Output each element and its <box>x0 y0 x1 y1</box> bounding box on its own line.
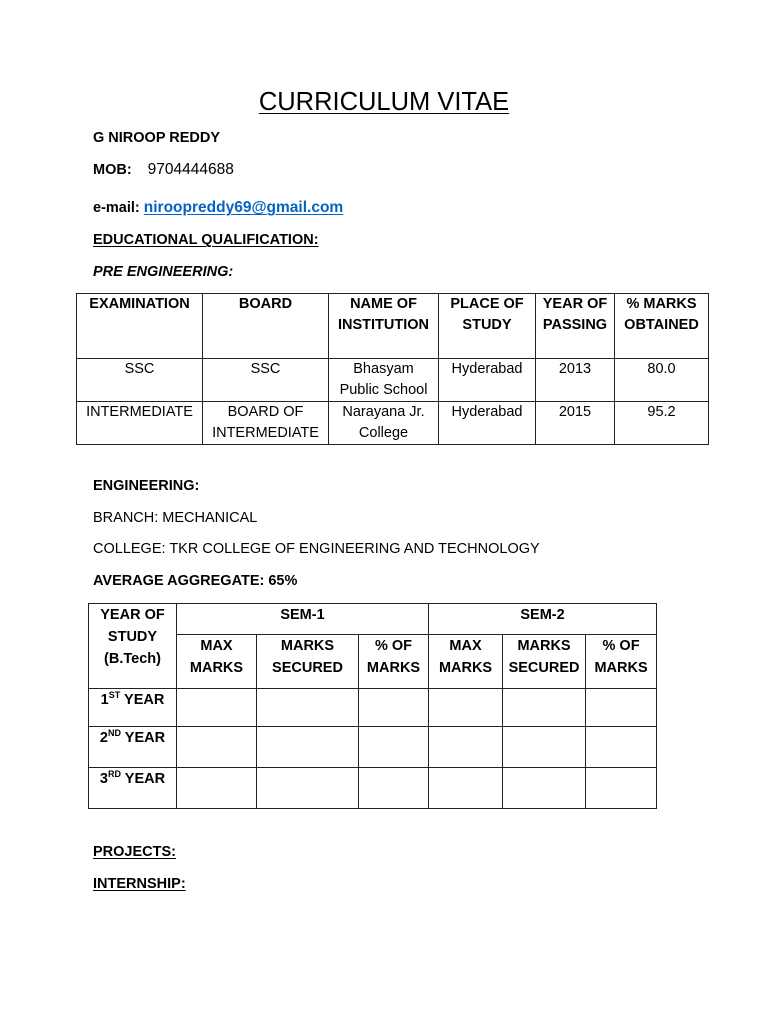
projects-heading: PROJECTS: <box>93 844 176 860</box>
mobile-line <box>93 160 234 180</box>
branch-value: MECHANICAL <box>162 510 258 526</box>
col-header-year: YEAR OF PASSING <box>536 294 615 359</box>
college-label: COLLEGE: <box>93 541 166 557</box>
table-header-row <box>77 294 709 359</box>
col-header-board: BOARD <box>203 294 329 359</box>
year-label: YEAR <box>124 730 166 746</box>
sem-1-marks-secured-cell <box>257 768 359 809</box>
sem-1-header: SEM-1 <box>177 604 429 635</box>
cell-institution: Bhasyam Public School <box>329 359 439 402</box>
year-cell <box>89 768 177 809</box>
year-number: 1 <box>100 692 109 708</box>
cell-year: 2015 <box>536 402 615 445</box>
cell-place: Hyderabad <box>439 359 536 402</box>
email-link[interactable]: niroopreddy69@gmail.com <box>143 199 344 216</box>
sem-2-header: SEM-2 <box>429 604 657 635</box>
educational-qualification-heading: EDUCATIONAL QUALIFICATION: <box>93 232 319 248</box>
year-label: YEAR <box>124 692 165 708</box>
sem-2-marks-secured-cell <box>503 768 586 809</box>
year-label: YEAR <box>124 771 166 787</box>
internship-heading: INTERNSHIP: <box>93 876 186 892</box>
sem-1-percent-cell <box>359 768 429 809</box>
engineering-heading: ENGINEERING: <box>93 478 200 494</box>
aggregate-value: 65% <box>268 573 298 589</box>
branch-label: BRANCH: <box>93 510 159 526</box>
cell-marks: 95.2 <box>615 402 709 445</box>
cell-board: BOARD OF INTERMEDIATE <box>203 402 329 445</box>
year-cell <box>89 727 177 768</box>
sem-1-percent-cell <box>359 727 429 768</box>
sem-1-marks-secured-cell <box>257 689 359 727</box>
college-line <box>93 539 540 559</box>
col-header-examination: EXAMINATION <box>77 294 203 359</box>
college-value: TKR COLLEGE OF ENGINEERING AND TECHNOLOGY <box>169 541 540 557</box>
cell-year: 2013 <box>536 359 615 402</box>
sem-2-max-marks-cell <box>429 727 503 768</box>
cell-institution: Narayana Jr. College <box>329 402 439 445</box>
year-ordinal-suffix: ND <box>108 728 121 738</box>
sem-1-max-marks-cell <box>177 768 257 809</box>
sem-2-marks-secured-cell <box>503 727 586 768</box>
col-header-place: PLACE OF STUDY <box>439 294 536 359</box>
sem-2-max-marks-cell <box>429 689 503 727</box>
col-header-marks: % MARKS OBTAINED <box>615 294 709 359</box>
table-row <box>89 768 657 809</box>
candidate-name: G NIROOP REDDY <box>93 130 221 146</box>
pre-engineering-heading: PRE ENGINEERING: <box>93 264 234 280</box>
sem-1-marks-secured-cell <box>257 727 359 768</box>
sem-2-percent-cell <box>586 768 657 809</box>
year-of-study-header: YEAR OF STUDY (B.Tech) <box>89 604 177 689</box>
branch-line <box>93 508 257 528</box>
sem-1-marks-secured-header: MARKS SECURED <box>257 635 359 689</box>
email-line <box>93 198 343 218</box>
pre-engineering-table <box>76 293 709 445</box>
cell-examination: INTERMEDIATE <box>77 402 203 445</box>
year-number: 3 <box>99 771 108 787</box>
sem-1-percent-cell <box>359 689 429 727</box>
sem-2-percent-cell <box>586 727 657 768</box>
table-row <box>77 359 709 402</box>
email-label: e-mail: <box>93 200 140 216</box>
document-title <box>0 87 768 117</box>
sem-2-percent-header: % OF MARKS <box>586 635 657 689</box>
cell-board: SSC <box>203 359 329 402</box>
semester-header-row <box>89 604 657 635</box>
sem-2-percent-cell <box>586 689 657 727</box>
sem-2-max-marks-header: MAX MARKS <box>429 635 503 689</box>
col-header-institution: NAME OF INSTITUTION <box>329 294 439 359</box>
sem-2-marks-secured-cell <box>503 689 586 727</box>
cell-marks: 80.0 <box>615 359 709 402</box>
mobile-number: 9704444688 <box>147 161 234 178</box>
year-cell <box>89 689 177 727</box>
sem-1-percent-header: % OF MARKS <box>359 635 429 689</box>
year-ordinal-suffix: ST <box>108 690 121 700</box>
aggregate-line <box>93 571 297 591</box>
engineering-marks-table <box>88 603 657 809</box>
sem-2-marks-secured-header: MARKS SECURED <box>503 635 586 689</box>
cell-examination: SSC <box>77 359 203 402</box>
cell-place: Hyderabad <box>439 402 536 445</box>
table-row <box>89 689 657 727</box>
year-ordinal-suffix: RD <box>108 769 121 779</box>
year-number: 2 <box>99 730 108 746</box>
table-row <box>77 402 709 445</box>
sem-1-max-marks-cell <box>177 727 257 768</box>
sem-2-max-marks-cell <box>429 768 503 809</box>
table-row <box>89 727 657 768</box>
sem-1-max-marks-cell <box>177 689 257 727</box>
mobile-label: MOB: <box>93 162 132 178</box>
sem-1-max-marks-header: MAX MARKS <box>177 635 257 689</box>
document-title-text: CURRICULUM VITAE <box>258 88 510 116</box>
aggregate-label: AVERAGE AGGREGATE: <box>93 573 265 589</box>
